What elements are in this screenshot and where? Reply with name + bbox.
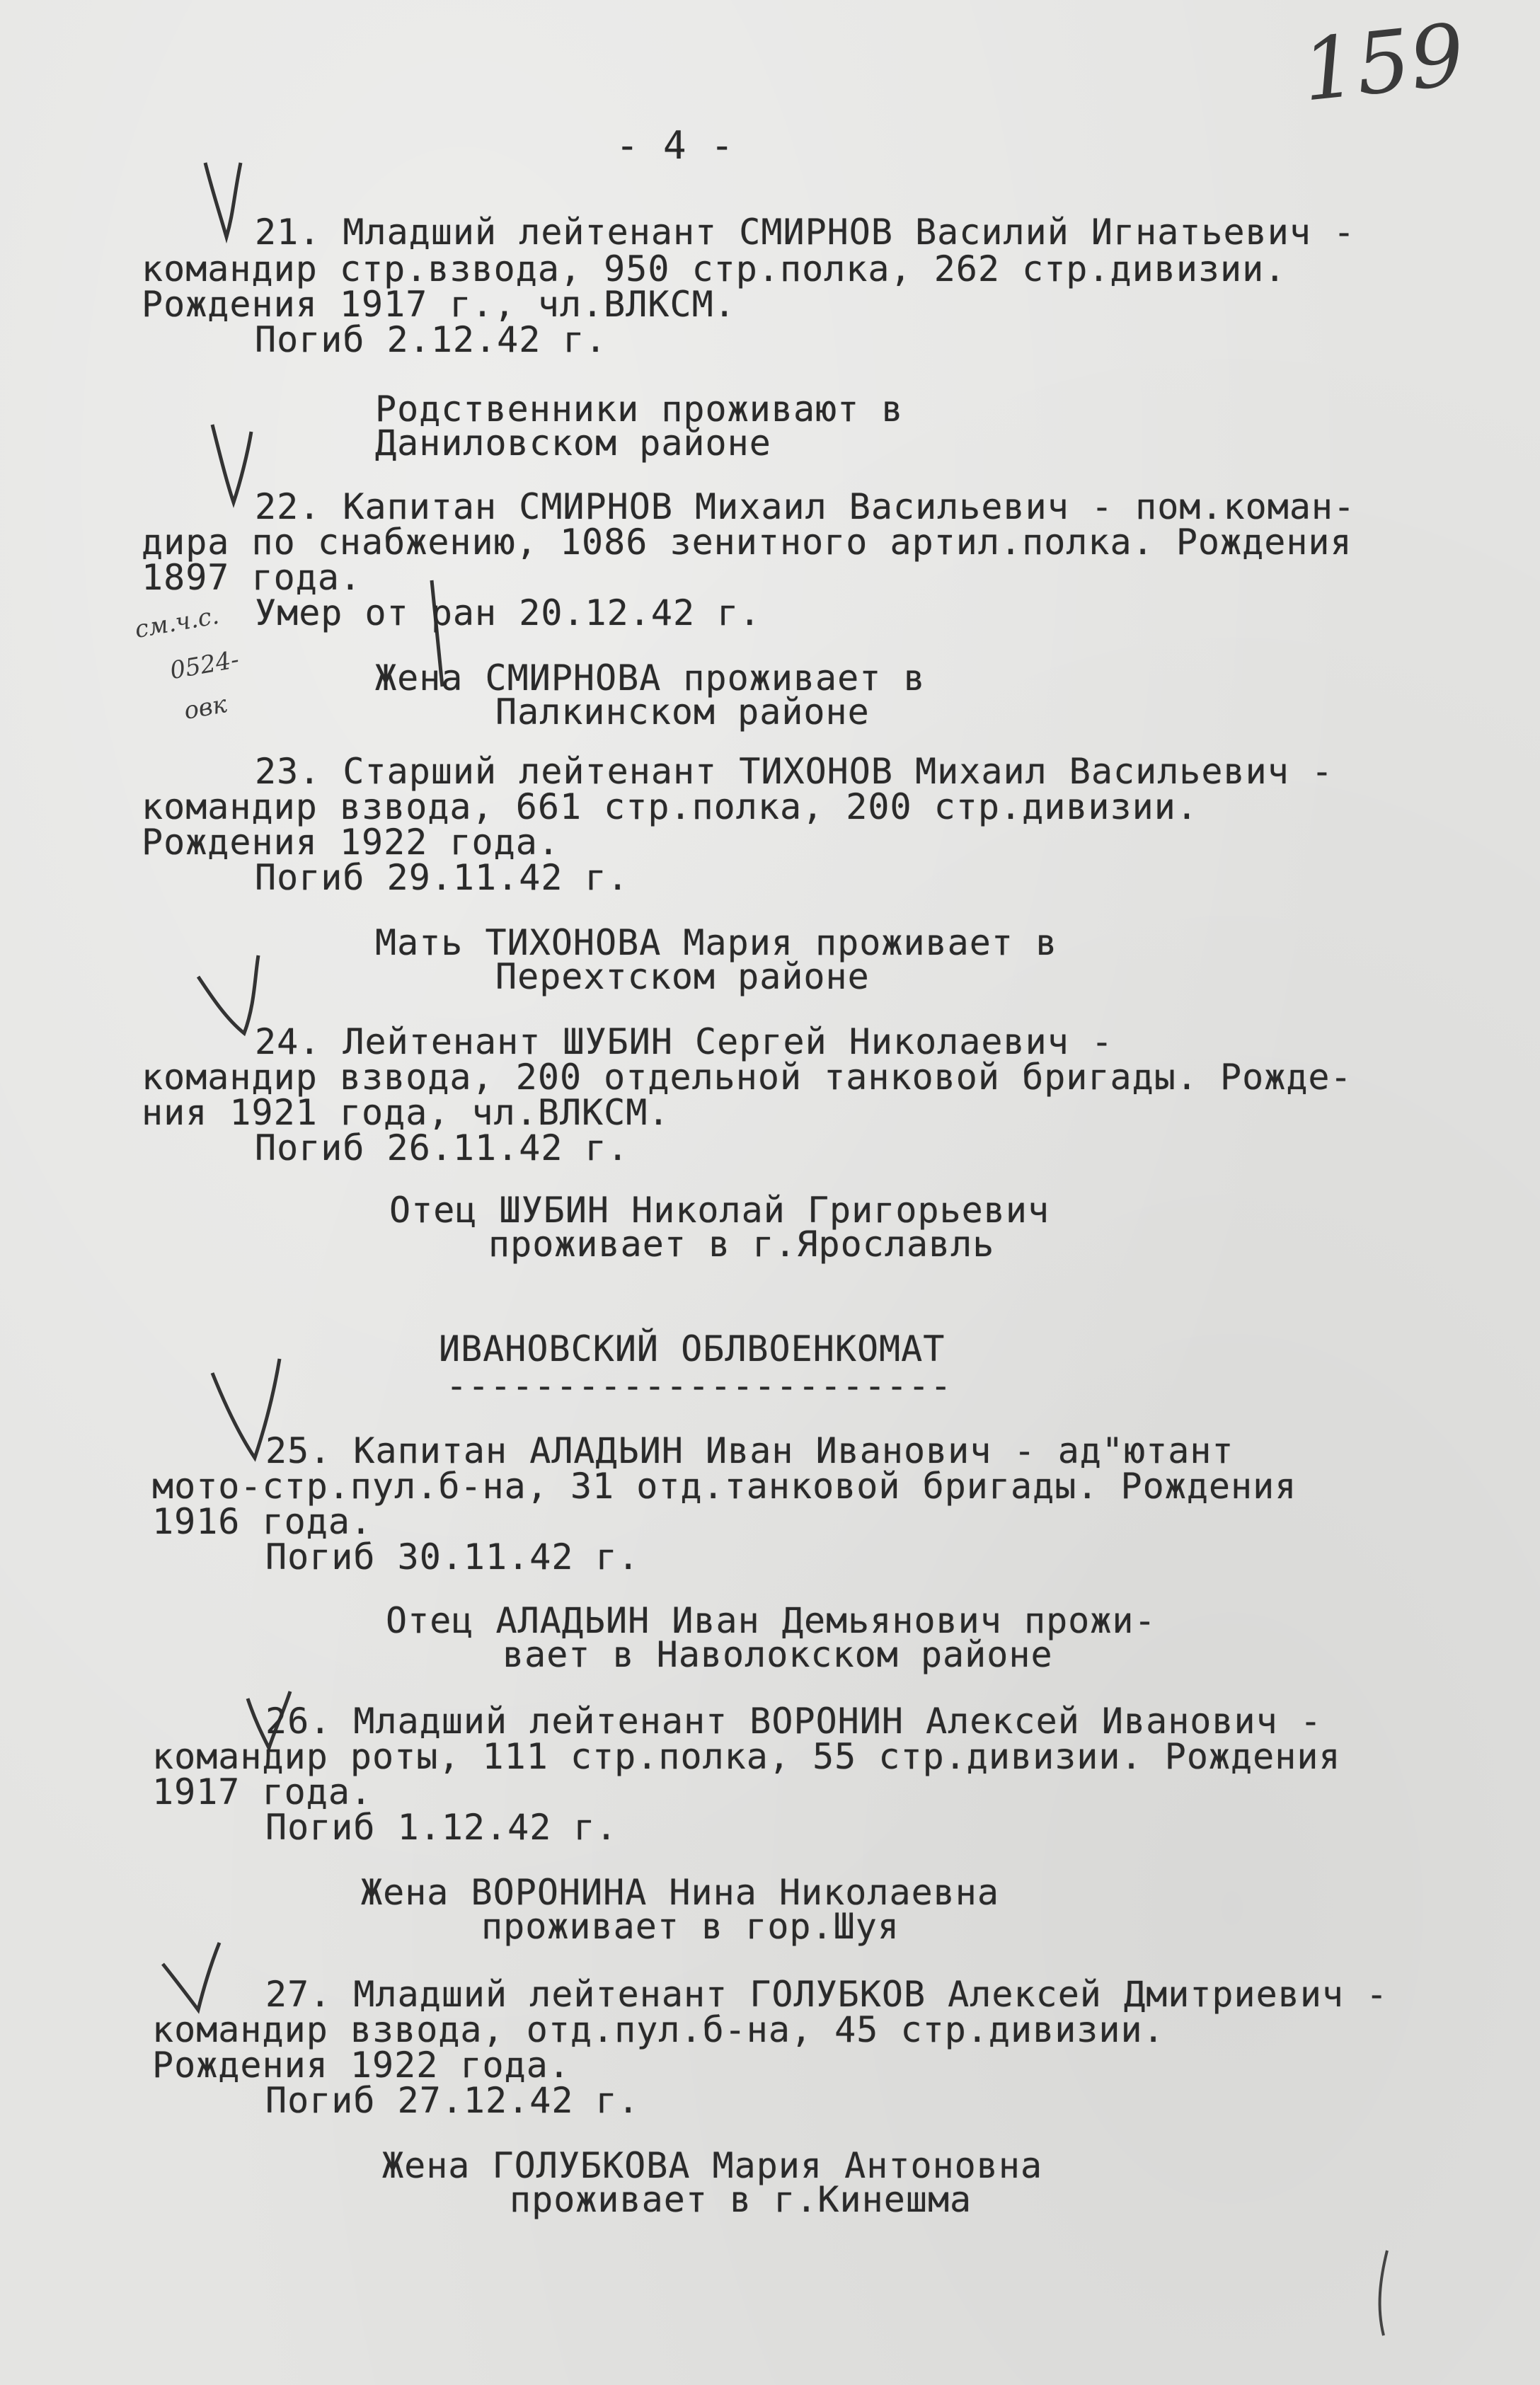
entry-26-relatives-1: Жена ВОРОНИНА Нина Николаевна xyxy=(361,1872,999,1913)
entry-25-line-2: мото-стр.пул.б-на, 31 отд.танковой бригады. Рождения xyxy=(152,1466,1297,1507)
entry-23-relatives-1: Мать ТИХОНОВА Мария проживает в xyxy=(375,922,1058,963)
entry-22-line-1: 22. Капитан СМИРНОВ Михаил Васильевич - пом.коман- xyxy=(255,486,1356,527)
entry-27-line-3: Рождения 1922 года. xyxy=(152,2045,570,2086)
entry-24-line-3: ния 1921 года, чл.ВЛКСМ. xyxy=(142,1092,670,1133)
entry-25-relatives-1: Отец АЛАДЬИН Иван Демьянович прожи- xyxy=(386,1600,1156,1641)
entry-27-line-1: 27. Младший лейтенант ГОЛУБКОВ Алексей Дмитриевич - xyxy=(265,1974,1389,2015)
margin-note-2: 0524- xyxy=(168,645,241,686)
entry-27-relatives-2: проживает в г.Кинешма xyxy=(510,2179,972,2220)
entry-21-line-2: командир стр.взвода, 950 стр.полка, 262 стр.дивизии. xyxy=(142,248,1287,289)
entry-26-line-1: 26. Младший лейтенант ВОРОНИН Алексей Иванович - xyxy=(265,1701,1322,1742)
entry-22-relatives-1: Жена СМИРНОВА проживает в xyxy=(375,657,926,699)
entry-21-line-3: Рождения 1917 г., чл.ВЛКСМ. xyxy=(142,284,736,325)
handwritten-page-number: 159 xyxy=(1297,6,1469,121)
entry-25-relatives-2: вает в Наволокском районе xyxy=(502,1634,1053,1675)
entry-23-line-1: 23. Старший лейтенант ТИХОНОВ Михаил Васильевич - xyxy=(255,751,1334,792)
entry-27-line-2: командир взвода, отд.пул.б-на, 45 стр.дивизии. xyxy=(152,2009,1165,2050)
entry-23-relatives-2: Перехтском районе xyxy=(495,956,870,997)
entry-23-line-3: Рождения 1922 года. xyxy=(142,822,560,863)
entry-21-line-4: Погиб 2.12.42 г. xyxy=(255,319,607,360)
entry-26-line-3: 1917 года. xyxy=(152,1771,373,1812)
entry-24-relatives-1: Отец ШУБИН Николай Григорьевич xyxy=(389,1190,1050,1231)
entry-24-relatives-2: проживает в г.Ярославль xyxy=(488,1224,995,1265)
section-heading: ИВАНОВСКИЙ ОБЛВОЕНКОМАТ xyxy=(439,1328,946,1369)
entry-21-relatives-2: Даниловском районе xyxy=(375,423,771,464)
page-number: - 4 - xyxy=(616,123,735,168)
entry-23-line-4: Погиб 29.11.42 г. xyxy=(255,857,629,898)
entry-23-line-2: командир взвода, 661 стр.полка, 200 стр.дивизии. xyxy=(142,786,1198,827)
entry-22-line-4: Умер от ран 20.12.42 г. xyxy=(255,592,762,633)
entry-27-relatives-1: Жена ГОЛУБКОВА Мария Антоновна xyxy=(382,2145,1043,2186)
entry-21-line-1: 21. Младший лейтенант СМИРНОВ Василий Игнатьевич - xyxy=(255,212,1356,253)
entry-26-line-2: командир роты, 111 стр.полка, 55 стр.дивизии. Рождения xyxy=(152,1736,1341,1777)
entry-25-line-1: 25. Капитан АЛАДЬИН Иван Иванович - ад"ютант xyxy=(265,1430,1234,1471)
entry-25-line-3: 1916 года. xyxy=(152,1501,373,1542)
section-underline: ----------------------- xyxy=(446,1365,953,1406)
entry-24-line-1: 24. Лейтенант ШУБИН Сергей Николаевич - xyxy=(255,1021,1113,1062)
entry-22-relatives-2: Палкинском районе xyxy=(495,691,870,732)
entry-26-relatives-2: проживает в гор.Шуя xyxy=(481,1906,900,1947)
margin-note-3: овк xyxy=(181,690,229,725)
entry-27-line-4: Погиб 27.12.42 г. xyxy=(265,2080,640,2121)
entry-22-line-3: 1897 года. xyxy=(142,557,362,598)
entry-25-line-4: Погиб 30.11.42 г. xyxy=(265,1536,640,1577)
entry-22-line-2: дира по снабжению, 1086 зенитного артил.полка. Рождения xyxy=(142,522,1352,563)
entry-21-relatives-1: Родственники проживают в xyxy=(375,389,904,430)
entry-26-line-4: Погиб 1.12.42 г. xyxy=(265,1807,618,1848)
margin-note-1: см.ч.с. xyxy=(132,601,222,645)
entry-24-line-4: Погиб 26.11.42 г. xyxy=(255,1127,629,1168)
entry-24-line-2: командир взвода, 200 отдельной танковой бригады. Рожде- xyxy=(142,1057,1352,1098)
